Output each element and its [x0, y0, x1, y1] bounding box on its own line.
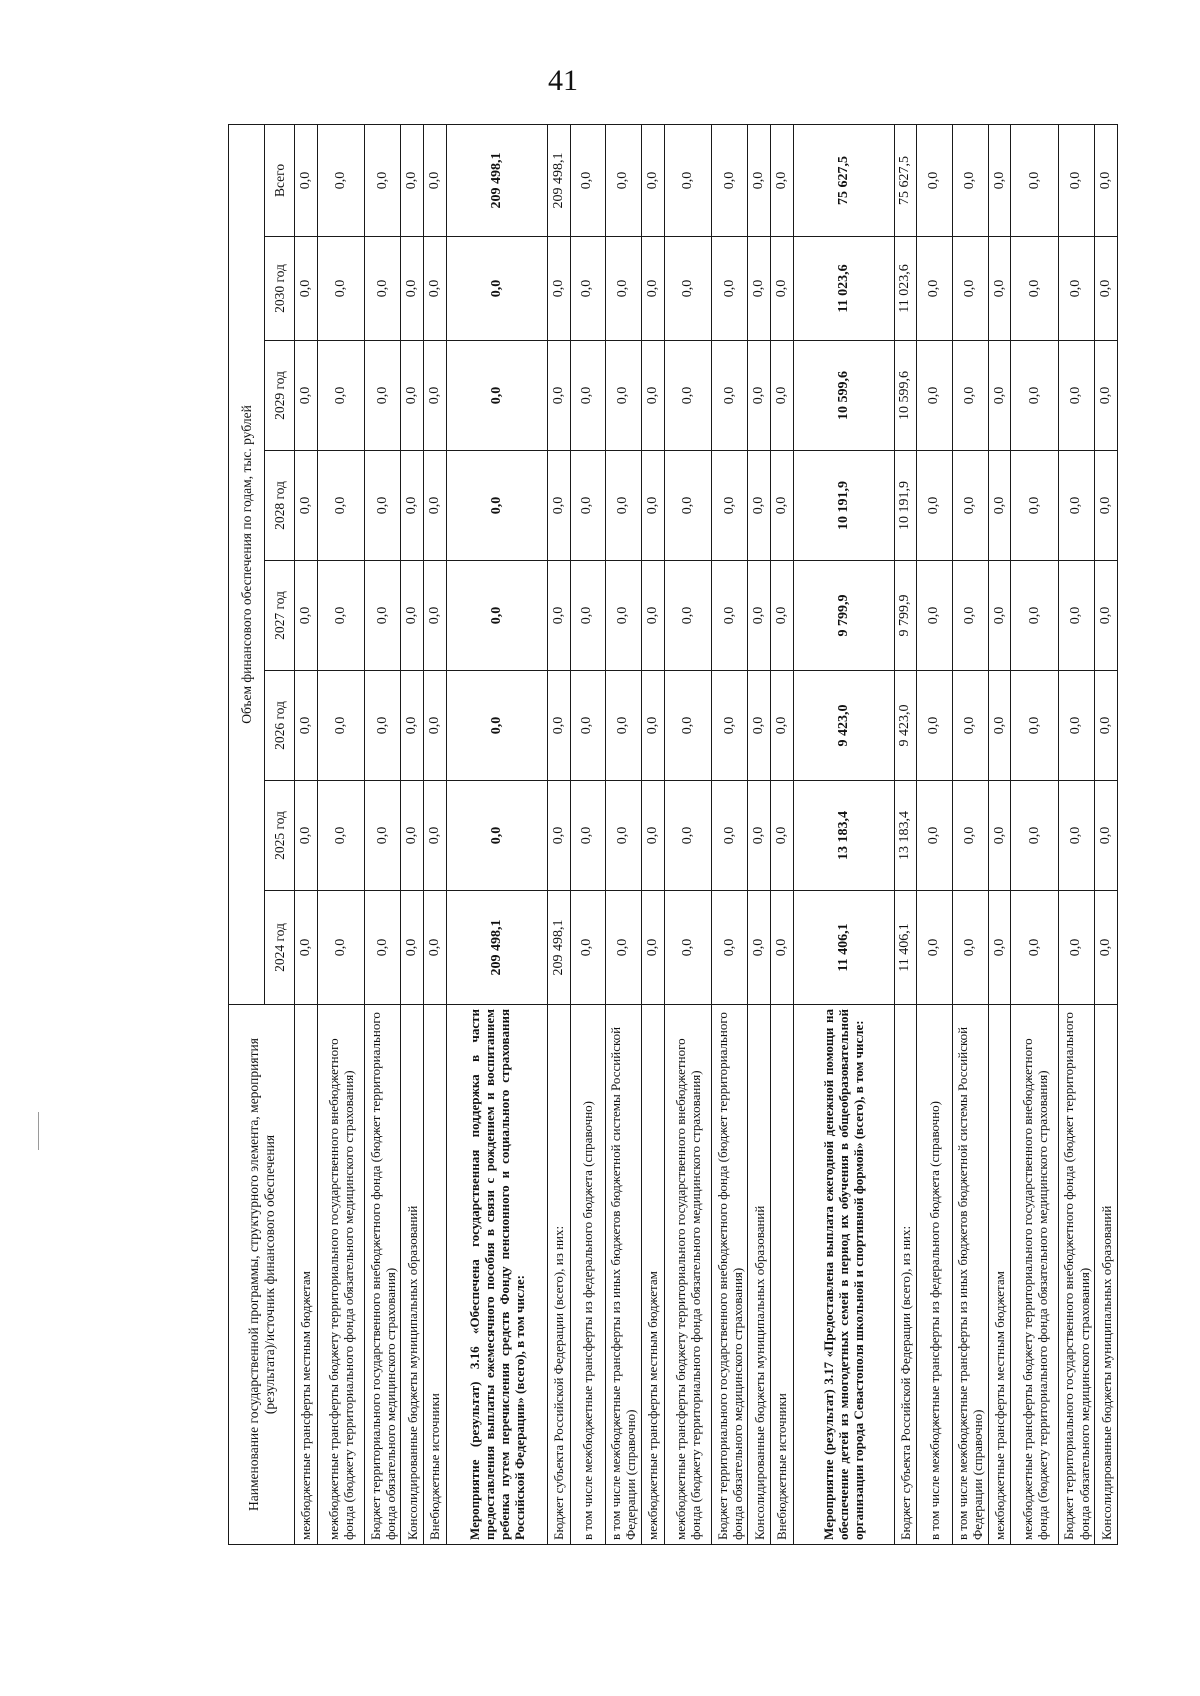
year-value-cell: 0,0 [295, 451, 318, 561]
rotated-table-container [228, 125, 1118, 1545]
year-value-cell: 0,0 [664, 671, 711, 781]
total-cell: 0,0 [1058, 124, 1094, 236]
year-value-cell: 0,0 [317, 341, 364, 451]
row-name-cell: Бюджет субъекта Российской Федерации (всего), из них: [894, 1005, 917, 1545]
year-value-cell: 0,0 [605, 341, 641, 451]
year-value-cell: 0,0 [952, 671, 988, 781]
year-value-cell: 0,0 [1011, 341, 1058, 451]
year-value-cell: 0,0 [1095, 237, 1118, 341]
year-value-cell: 0,0 [424, 237, 447, 341]
year-value-cell: 0,0 [664, 781, 711, 891]
measure-row [446, 124, 547, 1544]
year-value-cell: 0,0 [547, 561, 570, 671]
year-value-cell: 0,0 [547, 781, 570, 891]
year-value-cell: 0,0 [770, 341, 793, 451]
year-value-cell: 0,0 [748, 671, 771, 781]
year-value-cell: 0,0 [1011, 561, 1058, 671]
year-value-cell: 0,0 [424, 891, 447, 1005]
total-cell: 0,0 [641, 124, 664, 236]
table-row [570, 124, 605, 1544]
year-value-cell: 11 023,6 [894, 237, 917, 341]
total-header: Всего [265, 124, 295, 236]
year-value-cell: 0,0 [712, 891, 748, 1005]
total-cell: 75 627,5 [894, 124, 917, 236]
year-value-cell: 0,0 [988, 237, 1011, 341]
year-value-cell: 10 599,6 [894, 341, 917, 451]
year-value-cell: 0,0 [988, 671, 1011, 781]
row-name-cell: Мероприятие (результат) 3.17 «Предоставлена выплата ежегодной денежной помощи на обеспечение детей из многодетных семей в период их обучения в общеобразовательной организации города Севастополя школьной и спортивной формой» (всего), в том числе: [793, 1005, 894, 1545]
year-value-cell: 0,0 [1095, 561, 1118, 671]
year-header: 2028 год [265, 451, 295, 561]
year-value-cell: 0,0 [317, 671, 364, 781]
year-value-cell: 0,0 [952, 781, 988, 891]
year-value-cell: 0,0 [401, 781, 424, 891]
year-value-cell: 0,0 [1058, 237, 1094, 341]
year-value-cell: 0,0 [547, 341, 570, 451]
year-value-cell: 0,0 [748, 891, 771, 1005]
year-value-cell: 0,0 [401, 561, 424, 671]
year-value-cell: 0,0 [952, 561, 988, 671]
year-value-cell: 13 183,4 [894, 781, 917, 891]
year-value-cell: 0,0 [1095, 341, 1118, 451]
total-cell: 0,0 [365, 124, 401, 236]
row-name-cell: Внебюджетные источники [424, 1005, 447, 1545]
total-cell: 0,0 [952, 124, 988, 236]
year-value-cell: 0,0 [605, 671, 641, 781]
table-row [401, 124, 424, 1544]
year-value-cell: 0,0 [570, 451, 605, 561]
row-name-cell: межбюджетные трансферты местным бюджетам [641, 1005, 664, 1545]
table-row [894, 124, 917, 1544]
year-value-cell: 0,0 [446, 451, 547, 561]
year-value-cell: 11 406,1 [894, 891, 917, 1005]
year-value-cell: 0,0 [317, 561, 364, 671]
table-row [988, 124, 1011, 1544]
year-value-cell: 0,0 [664, 891, 711, 1005]
year-value-cell: 0,0 [446, 341, 547, 451]
year-value-cell: 10 599,6 [793, 341, 894, 451]
row-name-cell: Внебюджетные источники [770, 1005, 793, 1545]
year-value-cell: 0,0 [748, 341, 771, 451]
total-cell: 0,0 [988, 124, 1011, 236]
year-value-cell: 0,0 [365, 237, 401, 341]
year-value-cell: 0,0 [365, 561, 401, 671]
year-value-cell: 9 799,9 [894, 561, 917, 671]
table-row [424, 124, 447, 1544]
year-value-cell: 0,0 [917, 561, 952, 671]
table-row [641, 124, 664, 1544]
year-header: 2030 год [265, 237, 295, 341]
year-value-cell: 0,0 [917, 781, 952, 891]
year-value-cell: 0,0 [1011, 671, 1058, 781]
year-value-cell: 0,0 [295, 237, 318, 341]
year-value-cell: 0,0 [401, 891, 424, 1005]
year-value-cell: 0,0 [570, 561, 605, 671]
row-name-cell: межбюджетные трансферты местным бюджетам [988, 1005, 1011, 1545]
table-row [664, 124, 711, 1544]
total-cell: 0,0 [570, 124, 605, 236]
table-row [748, 124, 771, 1544]
row-name-cell: межбюджетные трансферты бюджету территориального государственного внебюджетного фонда (бюджету территориального фонда обязательного медицинского страхования) [1011, 1005, 1058, 1545]
year-value-cell: 0,0 [295, 561, 318, 671]
total-cell: 0,0 [401, 124, 424, 236]
year-value-cell: 0,0 [446, 237, 547, 341]
table-row [712, 124, 748, 1544]
year-value-cell: 0,0 [952, 451, 988, 561]
year-value-cell: 0,0 [365, 341, 401, 451]
year-value-cell: 0,0 [770, 237, 793, 341]
year-value-cell: 0,0 [605, 561, 641, 671]
year-value-cell: 0,0 [1058, 671, 1094, 781]
year-value-cell: 0,0 [446, 781, 547, 891]
year-value-cell: 0,0 [365, 891, 401, 1005]
year-value-cell: 0,0 [641, 561, 664, 671]
total-cell: 0,0 [295, 124, 318, 236]
table-row [605, 124, 641, 1544]
year-value-cell: 0,0 [446, 561, 547, 671]
year-value-cell: 0,0 [1058, 781, 1094, 891]
year-value-cell: 0,0 [952, 891, 988, 1005]
year-value-cell: 10 191,9 [894, 451, 917, 561]
year-value-cell: 0,0 [917, 891, 952, 1005]
row-name-cell: в том числе межбюджетные трансферты из федерального бюджета (справочно) [570, 1005, 605, 1545]
total-cell: 75 627,5 [793, 124, 894, 236]
year-value-cell: 0,0 [641, 671, 664, 781]
year-value-cell: 0,0 [988, 781, 1011, 891]
year-value-cell: 0,0 [605, 781, 641, 891]
year-value-cell: 0,0 [770, 781, 793, 891]
year-value-cell: 0,0 [1095, 781, 1118, 891]
year-header: 2024 год [265, 891, 295, 1005]
year-value-cell: 0,0 [295, 671, 318, 781]
year-value-cell: 0,0 [664, 237, 711, 341]
year-value-cell: 0,0 [917, 451, 952, 561]
year-value-cell: 0,0 [1058, 451, 1094, 561]
year-value-cell: 0,0 [748, 781, 771, 891]
year-value-cell: 0,0 [712, 237, 748, 341]
year-value-cell: 10 191,9 [793, 451, 894, 561]
table-row [770, 124, 793, 1544]
row-name-cell: Бюджет субъекта Российской Федерации (всего), из них: [547, 1005, 570, 1545]
year-value-cell: 0,0 [317, 781, 364, 891]
year-value-cell: 0,0 [605, 451, 641, 561]
year-value-cell: 0,0 [424, 781, 447, 891]
year-value-cell: 0,0 [424, 561, 447, 671]
financing-group-header: Объем финансового обеспечения по годам, тыс. рублей [229, 124, 265, 1004]
total-cell: 0,0 [748, 124, 771, 236]
total-cell: 0,0 [605, 124, 641, 236]
year-value-cell: 0,0 [641, 451, 664, 561]
total-cell: 0,0 [770, 124, 793, 236]
row-name-cell: Мероприятие (результат) 3.16 «Обеспечена государственная поддержка в части предоставления выплаты ежемесячного пособия в связи с рождением и воспитанием ребенка путем перечисления средств Фонду пенсионного и социального страхования Российской Федерации» (всего), в том числе: [446, 1005, 547, 1545]
year-value-cell: 0,0 [770, 561, 793, 671]
year-value-cell: 0,0 [401, 237, 424, 341]
year-value-cell: 9 423,0 [793, 671, 894, 781]
year-value-cell: 0,0 [365, 451, 401, 561]
year-value-cell: 0,0 [547, 451, 570, 561]
year-value-cell: 0,0 [1058, 891, 1094, 1005]
year-value-cell: 0,0 [917, 341, 952, 451]
year-value-cell: 0,0 [712, 561, 748, 671]
year-value-cell: 0,0 [1011, 451, 1058, 561]
total-cell: 0,0 [317, 124, 364, 236]
table-row [295, 124, 318, 1544]
row-name-cell: Консолидированные бюджеты муниципальных образований [401, 1005, 424, 1545]
year-value-cell: 0,0 [365, 781, 401, 891]
table-row [1011, 124, 1058, 1544]
year-value-cell: 0,0 [641, 237, 664, 341]
total-cell: 209 498,1 [547, 124, 570, 236]
year-value-cell: 0,0 [317, 891, 364, 1005]
year-value-cell: 0,0 [748, 237, 771, 341]
total-cell: 0,0 [1011, 124, 1058, 236]
year-value-cell: 0,0 [295, 781, 318, 891]
year-value-cell: 0,0 [317, 451, 364, 561]
year-header: 2025 год [265, 781, 295, 891]
year-value-cell: 0,0 [748, 451, 771, 561]
total-cell: 0,0 [712, 124, 748, 236]
year-value-cell: 0,0 [570, 671, 605, 781]
year-value-cell: 11 406,1 [793, 891, 894, 1005]
year-value-cell: 0,0 [365, 671, 401, 781]
total-cell: 0,0 [664, 124, 711, 236]
table-row [917, 124, 952, 1544]
year-header: 2026 год [265, 671, 295, 781]
row-name-cell: в том числе межбюджетные трансферты из иных бюджетов бюджетной системы Российской Федерации (справочно) [605, 1005, 641, 1545]
year-value-cell: 9 423,0 [894, 671, 917, 781]
year-value-cell: 0,0 [1058, 341, 1094, 451]
year-value-cell: 11 023,6 [793, 237, 894, 341]
year-value-cell: 209 498,1 [446, 891, 547, 1005]
year-value-cell: 0,0 [770, 671, 793, 781]
year-value-cell: 0,0 [1095, 671, 1118, 781]
financing-table [228, 124, 1118, 1545]
year-value-cell: 0,0 [988, 891, 1011, 1005]
table-row [317, 124, 364, 1544]
year-value-cell: 0,0 [570, 891, 605, 1005]
year-value-cell: 0,0 [424, 671, 447, 781]
year-value-cell: 0,0 [401, 341, 424, 451]
year-value-cell: 0,0 [570, 237, 605, 341]
page-number: 41 [548, 64, 578, 97]
year-value-cell: 0,0 [917, 671, 952, 781]
year-value-cell: 0,0 [1011, 237, 1058, 341]
table-row [547, 124, 570, 1544]
year-value-cell: 0,0 [424, 341, 447, 451]
year-value-cell: 0,0 [712, 781, 748, 891]
total-cell: 209 498,1 [446, 124, 547, 236]
year-value-cell: 0,0 [295, 341, 318, 451]
year-header: 2029 год [265, 341, 295, 451]
year-header: 2027 год [265, 561, 295, 671]
year-value-cell: 0,0 [547, 671, 570, 781]
row-name-cell: межбюджетные трансферты бюджету территориального государственного внебюджетного фонда (бюджету территориального фонда обязательного медицинского страхования) [664, 1005, 711, 1545]
year-value-cell: 209 498,1 [547, 891, 570, 1005]
year-value-cell: 0,0 [952, 237, 988, 341]
row-name-cell: Бюджет территориального государственного внебюджетного фонда (бюджет территориального фонда обязательного медицинского страхования) [1058, 1005, 1094, 1545]
year-value-cell: 0,0 [1011, 891, 1058, 1005]
year-value-cell: 13 183,4 [793, 781, 894, 891]
table-row [365, 124, 401, 1544]
year-value-cell: 0,0 [605, 891, 641, 1005]
total-cell: 0,0 [424, 124, 447, 236]
year-value-cell: 0,0 [952, 341, 988, 451]
year-value-cell: 0,0 [988, 561, 1011, 671]
table-row [1095, 124, 1118, 1544]
row-name-cell: Бюджет территориального государственного внебюджетного фонда (бюджет территориального фонда обязательного медицинского страхования) [365, 1005, 401, 1545]
year-value-cell: 0,0 [641, 891, 664, 1005]
year-value-cell: 0,0 [570, 341, 605, 451]
year-value-cell: 0,0 [424, 451, 447, 561]
year-value-cell: 0,0 [641, 341, 664, 451]
table-row [1058, 124, 1094, 1544]
year-value-cell: 0,0 [1058, 561, 1094, 671]
year-value-cell: 0,0 [917, 237, 952, 341]
year-value-cell: 0,0 [401, 451, 424, 561]
year-value-cell: 0,0 [1011, 781, 1058, 891]
row-name-cell: межбюджетные трансферты местным бюджетам [295, 1005, 318, 1545]
year-value-cell: 0,0 [712, 671, 748, 781]
year-value-cell: 0,0 [664, 561, 711, 671]
table-body [295, 124, 1118, 1544]
total-cell: 0,0 [917, 124, 952, 236]
year-value-cell: 0,0 [641, 781, 664, 891]
table-row [952, 124, 988, 1544]
year-value-cell: 0,0 [748, 561, 771, 671]
year-value-cell: 0,0 [712, 341, 748, 451]
year-value-cell: 0,0 [770, 891, 793, 1005]
row-name-cell: межбюджетные трансферты бюджету территориального государственного внебюджетного фонда (бюджету территориального фонда обязательного медицинского страхования) [317, 1005, 364, 1545]
year-value-cell: 0,0 [401, 671, 424, 781]
year-value-cell: 0,0 [770, 451, 793, 561]
year-value-cell: 0,0 [317, 237, 364, 341]
year-value-cell: 0,0 [295, 891, 318, 1005]
year-value-cell: 0,0 [605, 237, 641, 341]
year-value-cell: 0,0 [988, 341, 1011, 451]
scan-mark [38, 1112, 39, 1150]
year-value-cell: 0,0 [446, 671, 547, 781]
year-value-cell: 0,0 [664, 451, 711, 561]
row-name-cell: Консолидированные бюджеты муниципальных образований [748, 1005, 771, 1545]
row-name-cell: Бюджет территориального государственного внебюджетного фонда (бюджет территориального фонда обязательного медицинского страхования) [712, 1005, 748, 1545]
row-name-cell: в том числе межбюджетные трансферты из федерального бюджета (справочно) [917, 1005, 952, 1545]
year-value-cell: 0,0 [988, 451, 1011, 561]
year-value-cell: 0,0 [1095, 451, 1118, 561]
year-value-cell: 0,0 [1095, 891, 1118, 1005]
name-column-header: Наименование государственной программы, структурного элемента, мероприятия (результата)/источник финансового обеспечения [229, 1005, 295, 1545]
year-value-cell: 0,0 [547, 237, 570, 341]
row-name-cell: в том числе межбюджетные трансферты из иных бюджетов бюджетной системы Российской Федерации (справочно) [952, 1005, 988, 1545]
year-value-cell: 0,0 [570, 781, 605, 891]
year-value-cell: 9 799,9 [793, 561, 894, 671]
year-value-cell: 0,0 [712, 451, 748, 561]
total-cell: 0,0 [1095, 124, 1118, 236]
row-name-cell: Консолидированные бюджеты муниципальных образований [1095, 1005, 1118, 1545]
measure-row [793, 124, 894, 1544]
year-value-cell: 0,0 [664, 341, 711, 451]
